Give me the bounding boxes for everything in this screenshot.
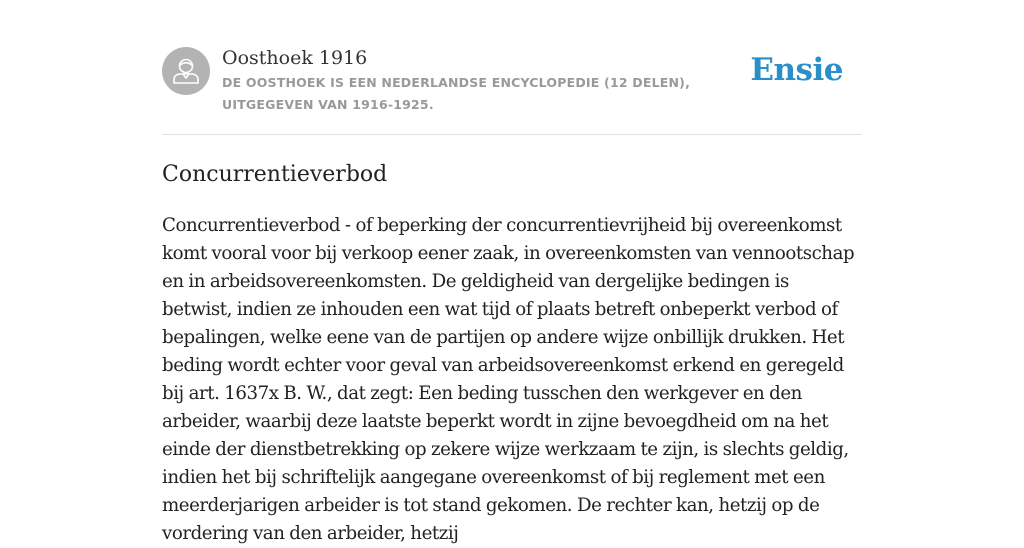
ensie-logo[interactable]: Ensie (750, 52, 843, 88)
article-title: Concurrentieverbod (162, 162, 388, 187)
source-header (162, 44, 862, 135)
source-description: DE OOSTHOEK IS EEN NEDERLANDSE ENCYCLOPEDIE (12 DELEN), UITGEGEVEN VAN 1916-1925. (222, 75, 691, 112)
avatar[interactable] (162, 47, 210, 95)
article-body: Concurrentieverbod - of beperking der concurrentievrijheid bij overeenkomst komt vooral voor bij verkoop eener zaak, in overeenkomsten van vennootschap en in arbeidsovereenkomsten. De geldigheid van dergelijke bedingen is betwist, indien ze inhouden een wat tijd of plaats betreft onbeperkt verbod of bepalingen, welke eene van de partijen op andere wijze onbillijk drukken. Het beding wordt echter voor geval van arbeidsovereenkomst erkend en geregeld bij art. 1637x B. W., dat zegt: Een beding tusschen den werkgever en den arbeider, waarbij deze laatste beperkt wordt in zijne bevoegdheid om na het einde der dienstbetrekking op zekere wijze werkzaam te zijn, is slechts geldig, indien het bij schriftelijk aangegane overeenkomst of bij reglement met een meerderjarigen arbeider is tot stand gekomen. De rechter kan, hetzij op de vordering van den arbeider, hetzij (162, 215, 855, 544)
source-title[interactable]: Oosthoek 1916 (222, 47, 368, 69)
user-icon (162, 47, 210, 95)
